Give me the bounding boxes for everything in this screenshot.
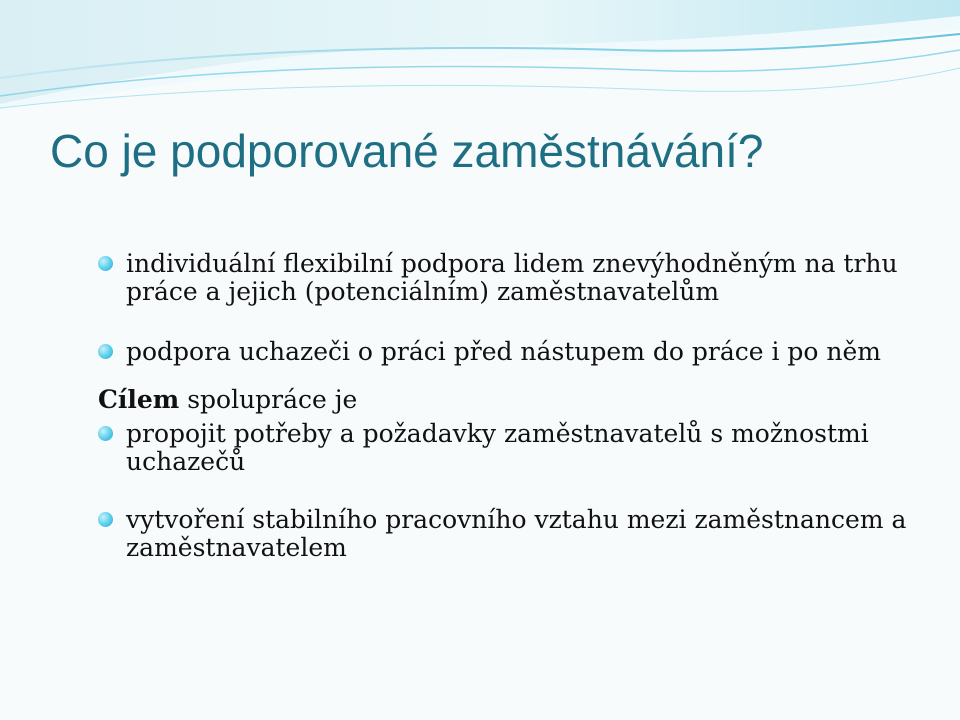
bullet-text: individuální flexibilní podpora lidem znevýhodněným na trhu práce a jejich (potenciálním) zaměstnavatelům — [126, 249, 898, 306]
bullet-item — [98, 250, 928, 306]
bullet-text: vytvoření stabilního pracovního vztahu mezi zaměstnancem a zaměstnavatelem — [126, 505, 907, 562]
round-bullet-icon — [98, 426, 113, 441]
bullet-text: propojit potřeby a požadavky zaměstnavatelů s možnostmi uchazečů — [126, 419, 869, 476]
bullet-item — [98, 338, 928, 366]
slide-title: Co je podporované zaměstnávání? — [50, 125, 764, 177]
header-wave-decoration — [0, 0, 960, 110]
round-bullet-icon — [98, 344, 113, 359]
round-bullet-icon — [98, 256, 113, 271]
bullet-text: podpora uchazeči o práci před nástupem do práce i po něm — [126, 337, 882, 366]
bullet-item — [98, 420, 928, 476]
bullet-item — [98, 506, 928, 562]
goal-intro — [98, 386, 928, 414]
goal-intro-bold: Cílem — [98, 385, 180, 414]
slide-content — [98, 250, 928, 562]
goal-intro-rest: spolupráce je — [179, 385, 358, 414]
round-bullet-icon — [98, 512, 113, 527]
